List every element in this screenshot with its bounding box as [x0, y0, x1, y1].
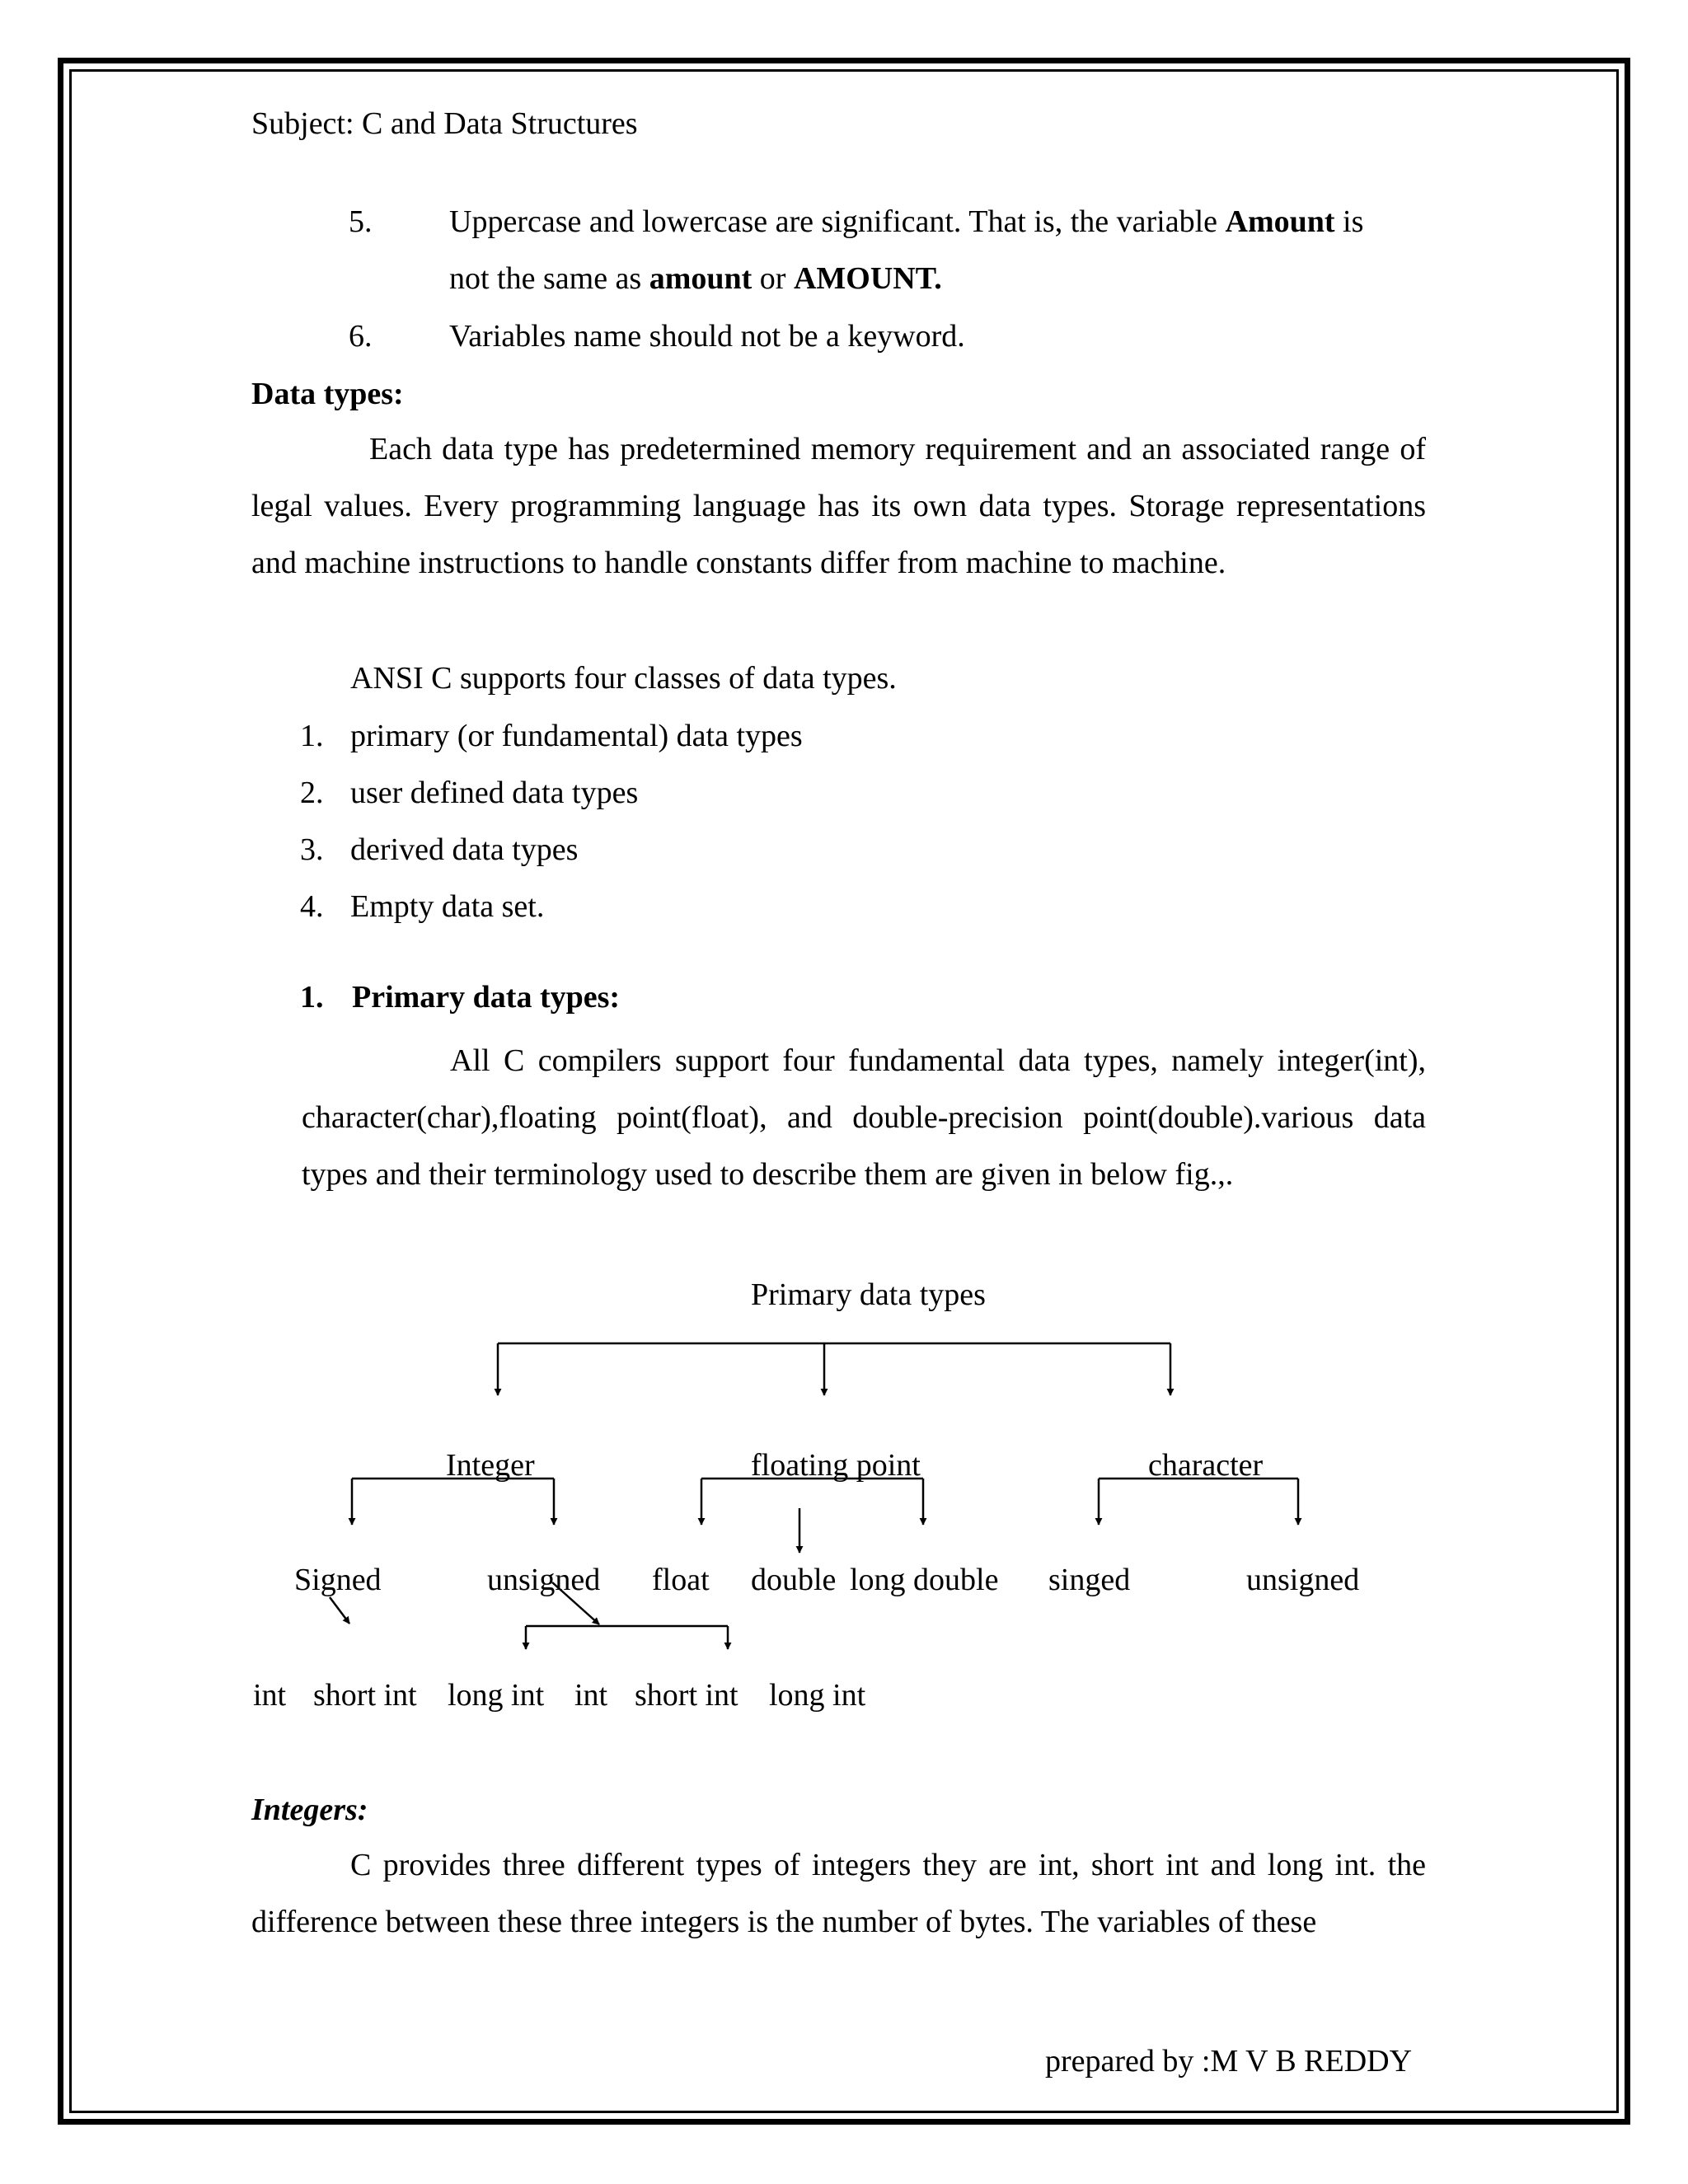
unsigned-label: unsigned [487, 1563, 601, 1597]
long-double-label: long double [850, 1563, 999, 1597]
class-2-text: user defined data types [350, 776, 639, 810]
subject-header: Subject: C and Data Structures [251, 106, 638, 141]
floating-point-label: floating point [751, 1448, 921, 1483]
leaf-short-int-unsigned: short int [635, 1678, 738, 1713]
rule-5-number: 5. [349, 204, 373, 239]
rule-6-text: Variables name should not be a keyword. [449, 319, 965, 354]
leaf-int-unsigned: int [574, 1678, 608, 1713]
integers-paragraph: C provides three different types of integers they are int, short int and long int. the difference between these three integers is the number of bytes. The variables of these [251, 1848, 1426, 1939]
primary-heading: Primary data types: [352, 980, 621, 1015]
ansi-intro: ANSI C supports four classes of data types. [350, 661, 897, 696]
signed-diagonal-arrow [330, 1597, 349, 1624]
signed-label: Signed [294, 1563, 382, 1597]
character-label: character [1148, 1448, 1264, 1483]
leaf-long-int-unsigned: long int [769, 1678, 866, 1713]
rule-5-line1: Uppercase and lowercase are significant. That is, the variable Amount is [449, 204, 1364, 239]
prepared-by-footer: prepared by :M V B REDDY [1045, 2044, 1413, 2079]
class-3-text: derived data types [350, 832, 579, 867]
char-signed-label: singed [1048, 1563, 1131, 1597]
data-types-heading: Data types: [251, 377, 404, 411]
double-label: double [751, 1563, 837, 1597]
class-2-number: 2. [300, 776, 324, 810]
rule-5-line2: not the same as amount or AMOUNT. [449, 261, 942, 296]
leaf-int-signed: int [253, 1678, 287, 1713]
data-types-paragraph: Each data type has predetermined memory requirement and an associated range of legal values. Every programming language has its own data types. Storage representations and machine instructions to handle constants differ from machine to machine. [251, 432, 1426, 580]
char-unsigned-label: unsigned [1246, 1563, 1360, 1597]
leaf-long-int-signed: long int [448, 1678, 545, 1713]
class-1-text: primary (or fundamental) data types [350, 719, 803, 753]
class-1-number: 1. [300, 719, 324, 753]
integers-heading: Integers: [251, 1793, 368, 1827]
class-4-number: 4. [300, 889, 324, 924]
float-label: float [652, 1563, 710, 1597]
primary-heading-number: 1. [300, 980, 324, 1015]
class-4-text: Empty data set. [350, 889, 545, 924]
rule-6-number: 6. [349, 319, 373, 354]
primary-paragraph: All C compilers support four fundamental data types, namely integer(int), character(char),floating point(float), and double-precision point(double).various data types and their terminology used to describe them are given in below fig.,. [302, 1043, 1426, 1192]
class-3-number: 3. [300, 832, 324, 867]
leaf-short-int-signed: short int [313, 1678, 417, 1713]
diagram-root-label: Primary data types [751, 1277, 986, 1312]
integer-label: Integer [446, 1448, 535, 1483]
